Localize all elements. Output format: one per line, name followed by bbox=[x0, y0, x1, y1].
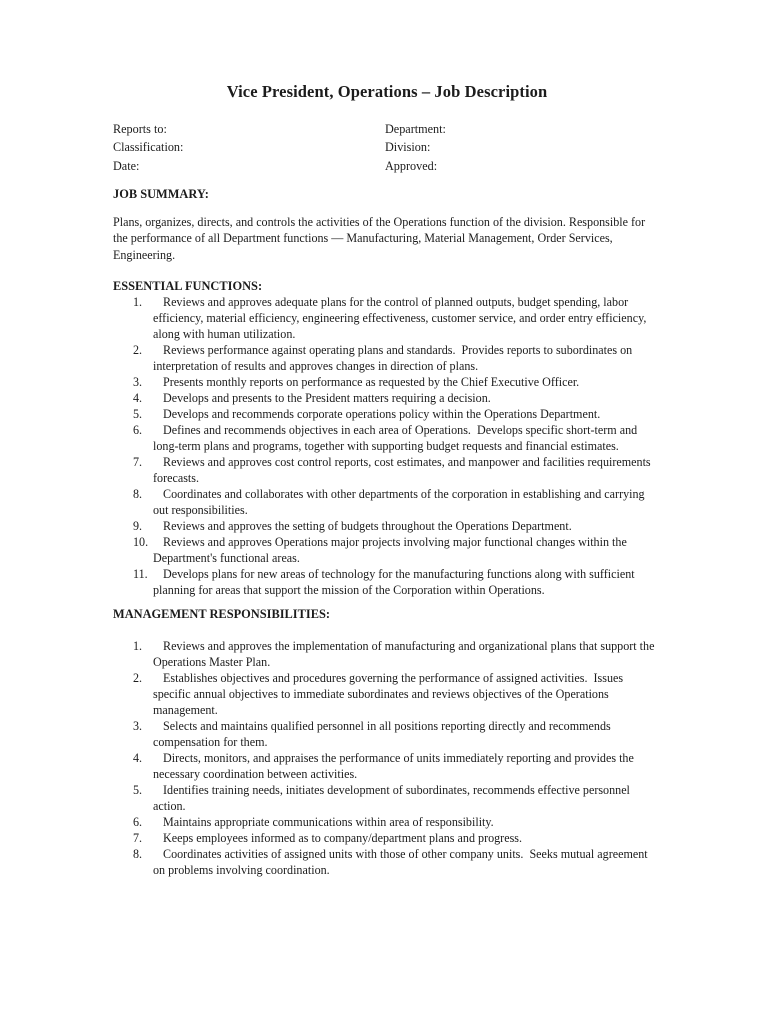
list-item bbox=[113, 534, 661, 566]
list-item bbox=[113, 342, 661, 374]
list-item bbox=[113, 454, 661, 486]
item-text: Directs, monitors, and appraises the performance of units immediately reporting and provides the necessary coordination between activities. bbox=[153, 750, 637, 781]
item-text: Maintains appropriate communications within area of responsibility. bbox=[163, 814, 494, 829]
job-summary-heading: JOB SUMMARY: bbox=[113, 187, 209, 202]
list-item bbox=[113, 718, 661, 750]
field-label-date: Date: bbox=[113, 158, 140, 173]
item-number: 3. bbox=[133, 374, 143, 389]
list-item bbox=[113, 750, 661, 782]
management-responsibilities-list bbox=[113, 638, 661, 878]
item-number: 4. bbox=[133, 750, 143, 765]
item-text: Reviews and approves Operations major projects involving major functional changes within the Department's functional areas. bbox=[153, 534, 630, 565]
item-number: 5. bbox=[133, 782, 143, 797]
item-text: Defines and recommends objectives in each area of Operations. Develops specific short-term and long-term plans and programs, together with supporting budget requests and financial estimates. bbox=[153, 422, 641, 453]
item-number: 9. bbox=[133, 518, 143, 533]
list-item bbox=[113, 566, 661, 598]
list-item bbox=[113, 782, 661, 814]
list-item bbox=[113, 830, 661, 846]
item-number: 4. bbox=[133, 390, 143, 405]
list-item bbox=[113, 846, 661, 878]
list-item bbox=[113, 422, 661, 454]
item-text: Keeps employees informed as to company/department plans and progress. bbox=[163, 830, 523, 845]
field-label-classification: Classification: bbox=[113, 140, 184, 155]
list-item bbox=[113, 374, 661, 390]
item-number: 11. bbox=[133, 566, 148, 581]
item-number: 8. bbox=[133, 486, 143, 501]
essential-functions-heading: ESSENTIAL FUNCTIONS: bbox=[113, 278, 263, 293]
list-item bbox=[113, 814, 661, 830]
item-text: Establishes objectives and procedures governing the performance of assigned activities. Issues specific annual objectives to immediate subordinates and reviews objectives of the Operations management. bbox=[153, 670, 627, 717]
item-text: Develops plans for new areas of technology for the manufacturing functions along with sufficient planning for areas that support the mission of the Corporation within Operations. bbox=[153, 566, 638, 597]
essential-functions-list bbox=[113, 294, 661, 598]
item-text: Coordinates activities of assigned units with those of other company units. Seeks mutual agreement on problems involving coordination. bbox=[153, 846, 651, 877]
header-fields bbox=[113, 120, 661, 175]
field-label-approved: Approved: bbox=[385, 158, 438, 173]
job-summary-paragraph: Plans, organizes, directs, and controls the activities of the Operations function of the division. Responsible for the performance of all Department functions — Manufacturing, Material Management, Order Services, Engineering. bbox=[113, 215, 649, 262]
list-item bbox=[113, 518, 661, 534]
item-text: Reviews and approves adequate plans for the control of planned outputs, budget spending, labor efficiency, material efficiency, engineering effectiveness, customer service, and order entry efficiency, along with human utilization. bbox=[153, 294, 650, 341]
item-number: 2. bbox=[133, 670, 143, 685]
management-responsibilities-heading: MANAGEMENT RESPONSIBILITIES: bbox=[113, 606, 330, 621]
item-text: Reviews and approves cost control reports, cost estimates, and manpower and facilities requirements forecasts. bbox=[153, 454, 654, 485]
item-text: Reviews and approves the setting of budgets throughout the Operations Department. bbox=[163, 518, 572, 533]
list-item bbox=[113, 294, 661, 342]
field-label-department: Department: bbox=[385, 122, 446, 136]
item-text: Reviews and approves the implementation of manufacturing and organizational plans that support the Operations Master Plan. bbox=[153, 638, 658, 669]
list-item bbox=[113, 406, 661, 422]
item-text: Presents monthly reports on performance as requested by the Chief Executive Officer. bbox=[163, 374, 580, 389]
item-number: 10. bbox=[133, 534, 149, 549]
item-text: Selects and maintains qualified personnel in all positions reporting directly and recommends compensation for them. bbox=[153, 718, 614, 749]
header-fields-left-column bbox=[113, 120, 385, 175]
item-number: 6. bbox=[133, 814, 143, 829]
list-item bbox=[113, 670, 661, 718]
item-number: 2. bbox=[133, 342, 143, 357]
field-label-division: Division: bbox=[385, 140, 431, 155]
document-title: Vice President, Operations – Job Description bbox=[226, 82, 548, 101]
item-text: Develops and presents to the President matters requiring a decision. bbox=[163, 390, 491, 405]
item-number: 7. bbox=[133, 454, 143, 469]
item-number: 1. bbox=[133, 294, 143, 309]
header-fields-right-column bbox=[385, 120, 661, 175]
list-item bbox=[113, 638, 661, 670]
item-text: Identifies training needs, initiates development of subordinates, recommends effective personnel action. bbox=[153, 782, 633, 813]
list-item bbox=[113, 486, 661, 518]
item-number: 8. bbox=[133, 846, 143, 861]
item-number: 6. bbox=[133, 422, 143, 437]
item-text: Develops and recommends corporate operations policy within the Operations Department. bbox=[163, 406, 601, 421]
item-number: 7. bbox=[133, 830, 143, 845]
item-number: 1. bbox=[133, 638, 143, 653]
field-label-reports-to: Reports to: bbox=[113, 122, 167, 136]
item-number: 5. bbox=[133, 406, 143, 421]
item-number: 3. bbox=[133, 718, 143, 733]
list-item bbox=[113, 390, 661, 406]
item-text: Reviews performance against operating plans and standards. Provides reports to subordinates on interpretation of results and approves changes in direction of plans. bbox=[153, 342, 636, 373]
item-text: Coordinates and collaborates with other departments of the corporation in establishing and carrying out responsibilities. bbox=[153, 486, 648, 517]
